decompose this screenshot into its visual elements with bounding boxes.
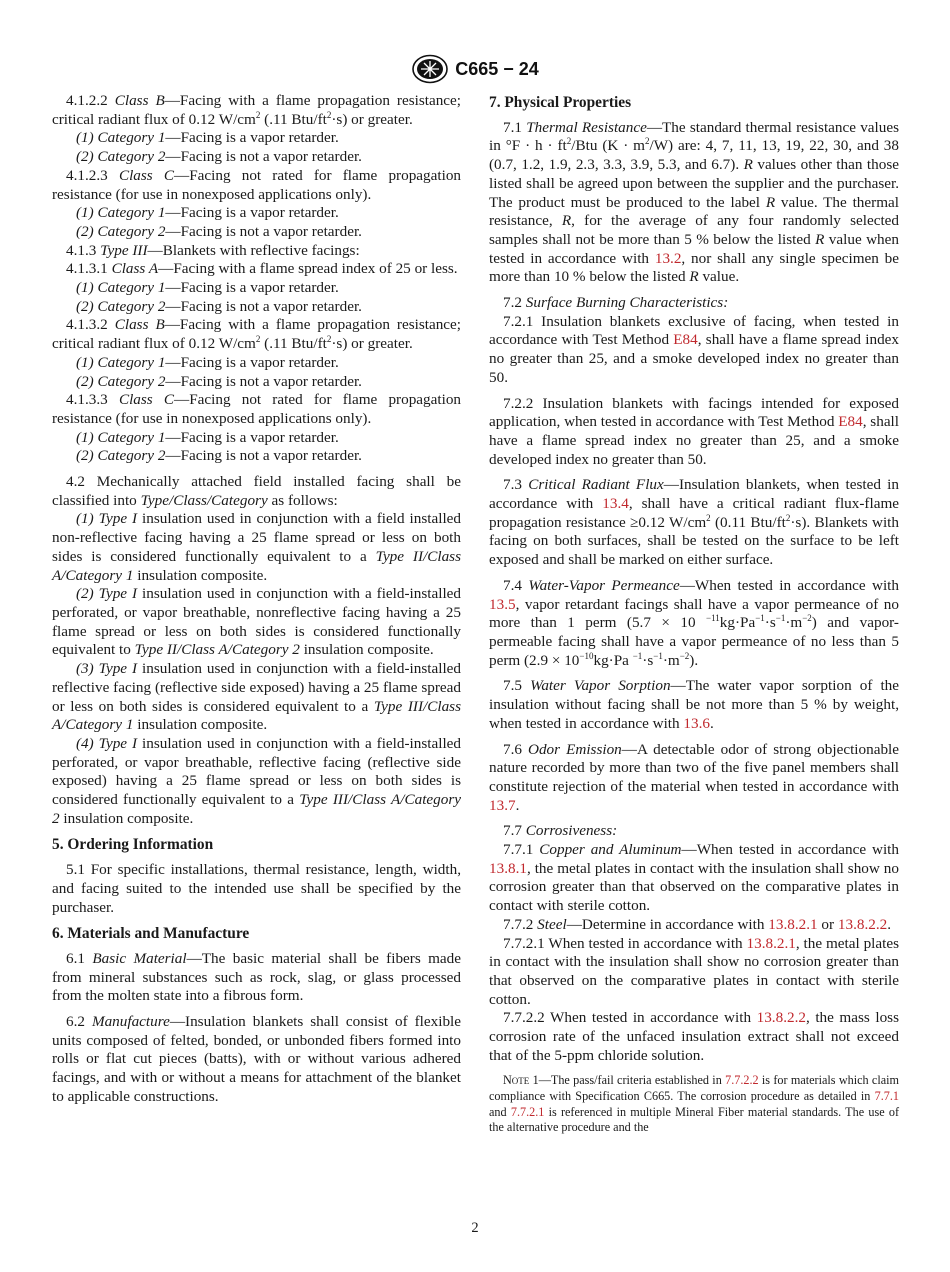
ref-link[interactable]: E84: [838, 413, 863, 431]
para-5-1: 5.1 For specific installations, thermal resistance, length, width, and facing suited to the intended use shall be specified by the purchaser.: [52, 861, 461, 916]
page-header: [0, 54, 950, 86]
ref-link[interactable]: 13.5: [489, 595, 516, 613]
section-heading-6: 6. Materials and Manufacture: [52, 925, 250, 943]
para-4-2-item-4: (4) Type I insulation used in conjunction with a field-installed perforated, or vapor breathable, reflective facing (reflective side exposed) having a 25 flame spread or less on both sides is considered functionally equivalent to a Type III/Class A/Category 2 insulation composite.: [52, 734, 462, 827]
document-code: C665 − 24: [455, 58, 539, 79]
para-7-5: 7.5 Water Vapor Sorption—The water vapor sorption of the insulation without facing shall be not more than 5 % by weight, when tested in accordance with 13.6.: [489, 677, 900, 732]
ref-link[interactable]: 13.8.2.2: [837, 915, 888, 933]
para-4-1-3-3: 4.1.3.3 Class C—Facing not rated for flame propagation resistance (for use in nonexposed applications only).: [52, 391, 462, 427]
ref-link[interactable]: 13.8.1: [489, 859, 527, 877]
ref-link[interactable]: 7.7.2.2: [725, 1073, 759, 1088]
para-7-2-1: 7.2.1 Insulation blankets exclusive of facing, when tested in accordance with Test Method E84, shall have a flame spread index no greater than 25, and a smoke developed index no greater than 50.: [489, 312, 899, 386]
section-heading-5: 5. Ordering Information: [52, 836, 214, 854]
para-4-2-item-2: (2) Type I insulation used in conjunction with a field-installed perforated, or vapor breathable, nonreflective facing having a 25 flame spread or less on both sides is considered functionally equivalent to Type II/Class A/Category 2 insulation composite.: [52, 585, 461, 659]
para-4-1-3-1: 4.1.3.1 Class A—Facing with a flame spread index of 25 or less.: [66, 260, 458, 278]
para-category-1: (1) Category 1—Facing is a vapor retarder.: [76, 129, 339, 147]
para-4-1-2-2: 4.1.2.2 Class B—Facing with a flame propagation resistance; critical radiant flux of 0.12 $W/cm^2$ (.11 Btu/$ft^2\cdot s$) or greater.: [52, 92, 461, 128]
para-category-2: (2) Category 2—Facing is not a vapor retarder.: [76, 148, 362, 166]
left-column: [52, 92, 461, 1107]
para-7-7-2-1: 7.7.2.1 When tested in accordance with 13.8.2.1, the metal plates in contact with the insulation shall show no corrosion greater than that observed on the comparative plates in contact with sterile cotton.: [489, 934, 900, 1008]
para-category-1: (1) Category 1—Facing is a vapor retarder.: [76, 428, 339, 446]
ref-link[interactable]: 7.7.1: [874, 1089, 899, 1104]
note-1: Note 1—The pass/fail criteria established in 7.7.2.2 is for materials which claim compliance with Specification C665. The corrosion procedure as detailed in 7.7.1 and 7.7.2.1 is referenced in multiple Mineral Fiber material standards. The use of the alternative procedure and the: [489, 1073, 899, 1135]
page-number: 2: [471, 1220, 479, 1236]
para-7-7-2-2: 7.7.2.2 When tested in accordance with 13.8.2.2, the mass loss corrosion rate of the unfaced insulation extract shall not exceed that of the 5-ppm chloride solution.: [489, 1009, 899, 1064]
para-7-2-2: 7.2.2 Insulation blankets with facings intended for exposed application, when tested in accordance with Test Method E84, shall have a flame spread index no greater than 25, and a smoke developed index no greater than 50.: [489, 394, 899, 468]
para-4-1-3-2: 4.1.3.2 Class B—Facing with a flame propagation resistance; critical radiant flux of 0.12 $W/cm^2$ (.11 Btu/$ft^2\cdot s$) or greater.: [52, 316, 461, 353]
para-7-7: 7.7 Corrosiveness:: [503, 822, 618, 840]
para-4-1-3: 4.1.3 Type III—Blankets with reflective facings:: [66, 241, 360, 259]
para-4-1-2-3: 4.1.2.3 Class C—Facing not rated for flame propagation resistance (for use in nonexposed applications only).: [52, 166, 462, 203]
ref-link[interactable]: E84: [673, 331, 698, 349]
ref-link[interactable]: 13.2: [654, 249, 682, 267]
right-column: [489, 92, 899, 1136]
para-7-2: 7.2 Surface Burning Characteristics:: [503, 294, 729, 312]
para-category-2: (2) Category 2—Facing is not a vapor retarder.: [76, 372, 362, 390]
ref-link[interactable]: 13.4: [602, 495, 629, 513]
para-category-2: (2) Category 2—Facing is not a vapor retarder.: [76, 222, 362, 240]
para-4-2-item-3: (3) Type I insulation used in conjunction with a field-installed reflective facing (reflective side exposed) having a 25 flame spread or less on both sides is considered equivalent to a Type III/Class A/Category 1 insulation composite.: [52, 660, 461, 734]
para-6-2: 6.2 Manufacture—Insulation blankets shall consist of flexible units composed of felted, bonded, or unbonded fibers formed into rolls or flat cut pieces (batts), with or without various adhered facings, and with or without a means for attachment of the blanket to applicable constructions.: [52, 1013, 462, 1105]
para-category-2: (2) Category 2—Facing is not a vapor retarder.: [76, 297, 362, 315]
para-category-1: (1) Category 1—Facing is a vapor retarder.: [76, 279, 339, 297]
para-7-6: 7.6 Odor Emission—A detectable odor of strong objectionable nature recorded by more than two of the five panel members shall constitute rejection of the material when tested in accordance with 13.7.: [489, 740, 899, 814]
ref-link[interactable]: 13.8.2.2: [756, 1009, 806, 1027]
para-7-7-1: 7.7.1 Copper and Aluminum—When tested in accordance with 13.8.1, the metal plates in contact with the insulation shall show no corrosion greater than that observed on the comparative plates in contact with sterile cotton.: [489, 841, 899, 915]
para-category-2: (2) Category 2—Facing is not a vapor retarder.: [76, 447, 362, 465]
section-heading-7: 7. Physical Properties: [489, 94, 632, 111]
ref-link[interactable]: 13.8.2.1: [746, 934, 796, 952]
para-7-3: 7.3 Critical Radiant Flux—Insulation blankets, when tested in accordance with 13.4, shall have a critical radiant flux-flame propagation resistance ≥0.12 $W/cm^2$ (0.11 Btu/$ft^2\cdot s$). Blankets with facing on both surfaces, shall be tested on the surface to be left exposed and shall be marked on either surface.: [489, 476, 899, 569]
para-6-1: 6.1 Basic Material—The basic material shall be fibers made from mineral substances such as rock, slag, or glass processed from the molten state into a fibrous form.: [52, 949, 461, 1005]
para-7-1: 7.1 Thermal Resistance—The standard thermal resistance values in $^\circ F \cdot h \cdot ft^2$/Btu $(K \cdot m^2/W)$ are: 4, 7, 11, 13, 19, 22, 30, and 38 (0.7, 1.2, 1.9, 2.3, 3.3, 3.9, 5.3, and 6.7). R values other than those listed shall be agreed upon between the supplier and the purchaser. The product must be produced to the label R value. The thermal resistance, R, for the average of any four randomly selected samples shall not be more than 5 % below the listed R value when tested in accordance with 13.2, nor shall any single specimen be more than 10 % below the listed R value.: [489, 118, 900, 286]
para-7-7-2: 7.7.2 Steel—Determine in accordance with 13.8.2.1 or 13.8.2.2.: [503, 915, 892, 933]
para-4-2: 4.2 Mechanically attached field installed facing shall be classified into Type/Class/Category as follows:: [52, 473, 461, 509]
astm-logo-icon: [411, 54, 449, 84]
para-4-2-item-1: (1) Type I insulation used in conjunction with a field installed non-reflective facing having a 25 flame spread or less on both sides is considered functionally equivalent to a Type II/Class A/Category 1 insulation composite.: [52, 510, 461, 584]
para-category-1: (1) Category 1—Facing is a vapor retarder.: [76, 353, 339, 371]
ref-link[interactable]: 13.7: [489, 796, 516, 814]
ref-link[interactable]: 13.6: [683, 714, 710, 732]
ref-link[interactable]: 7.7.2.1: [510, 1104, 545, 1119]
ref-link[interactable]: 13.8.2.1: [768, 915, 818, 933]
para-category-1: (1) Category 1—Facing is a vapor retarder.: [76, 204, 339, 222]
para-7-4: 7.4 Water-Vapor Permeance—When tested in accordance with 13.5, vapor retardant facings shall have a vapor permeance of no more than 1 perm (5.7 × 10 $^{-11}kg\cdot Pa^{-1}\cdot s^{-1}\cdot m^{-2}$) and vapor-permeable facing shall have a vapor permeance of no less than 5 perm ($2.9 \times 10^{-10}kg\cdot Pa$ $^{-1}\cdot s^{-1}\cdot m^{-2}$).: [489, 576, 899, 669]
